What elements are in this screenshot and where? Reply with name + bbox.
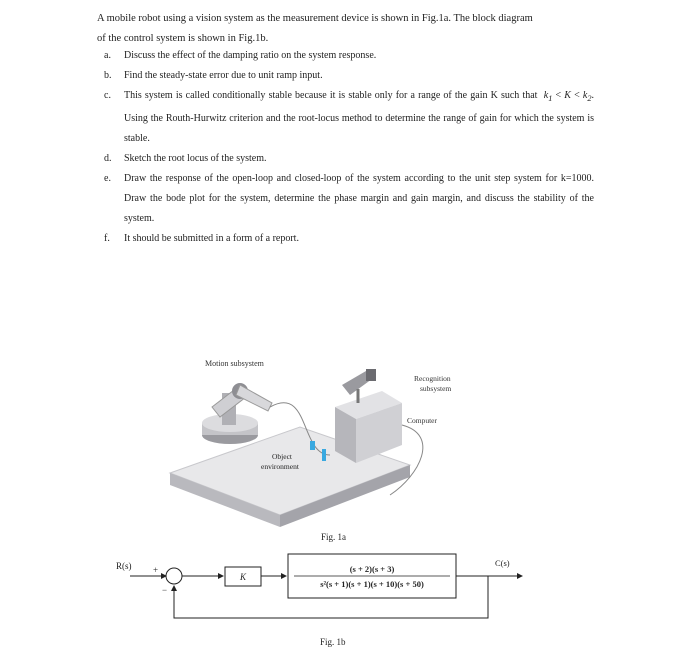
item-text: Sketch the root locus of the system. — [124, 153, 267, 164]
summing-junction — [166, 568, 182, 584]
item-text: It should be submitted in a form of a report. — [124, 233, 299, 244]
label-recognition: Recognition — [414, 374, 451, 383]
label-motion-subsystem: Motion subsystem — [205, 359, 264, 368]
item-label: c. — [104, 90, 111, 101]
item-label: a. — [104, 50, 111, 61]
list-item — [104, 66, 594, 86]
math-K: K — [564, 90, 571, 101]
label-environment: environment — [261, 462, 299, 471]
robot-arm-upper — [236, 385, 272, 411]
list-item — [104, 86, 594, 149]
list-item — [104, 169, 594, 229]
item-text — [124, 86, 594, 149]
item-text: Find the steady-state error due to unit ramp input. — [124, 70, 323, 81]
item-label: e. — [104, 173, 111, 184]
label-object: Object — [272, 452, 292, 461]
label-computer: Computer — [407, 416, 437, 425]
block-diagram — [110, 548, 530, 628]
camera-lens — [366, 369, 376, 381]
intro-line-2: of the control system is shown in Fig.1b. — [97, 33, 269, 44]
item-label: d. — [104, 153, 112, 164]
object-block — [322, 449, 326, 461]
item-text-post: . Using the Routh-Hurwitz criterion and the root-locus method to determine the range of gain for which the system is stable. — [124, 90, 594, 144]
item-text: Draw the response of the open-loop and closed-loop of the system according to the unit step system for k=1000. Draw the bode plot for the system, determine the phase margin and gain margin, and discuss the stability of the system. — [124, 173, 594, 224]
plant-numerator: (s + 2)(s + 3) — [349, 564, 395, 574]
list-item — [104, 46, 594, 66]
item-label: b. — [104, 70, 112, 81]
minus-sign: − — [162, 585, 168, 595]
item-text: Discuss the effect of the damping ratio on the system response. — [124, 50, 377, 61]
plant-denominator: s²(s + 1)(s + 1)(s + 10)(s + 50) — [320, 579, 424, 589]
output-label: C(s) — [495, 558, 510, 568]
item-label: f. — [104, 233, 110, 244]
math-lt: < — [552, 90, 565, 101]
math-lt: < — [570, 90, 583, 101]
input-label: R(s) — [116, 561, 132, 571]
list-item — [104, 149, 594, 169]
gain-label: K — [239, 572, 247, 582]
intro-line-1: A mobile robot using a vision system as the measurement device is shown in Fig.1a. The block diagram — [97, 13, 533, 24]
item-text-pre: This system is called conditionally stable because it is stable only for a range of the gain K such that — [124, 90, 538, 101]
robot-vision-illustration — [160, 345, 490, 530]
object-block — [310, 441, 315, 450]
caption-fig-1a: Fig. 1a — [321, 532, 347, 542]
list-item — [104, 229, 594, 249]
problem-statement — [97, 9, 597, 49]
math-k1: $k_1$ — [543, 90, 553, 103]
caption-fig-1b: Fig. 1b — [320, 637, 346, 647]
math-k2: $k_2$ — [582, 90, 592, 103]
label-subsystem: subsystem — [420, 384, 452, 393]
task-list — [104, 46, 594, 249]
plus-sign: + — [153, 565, 159, 575]
